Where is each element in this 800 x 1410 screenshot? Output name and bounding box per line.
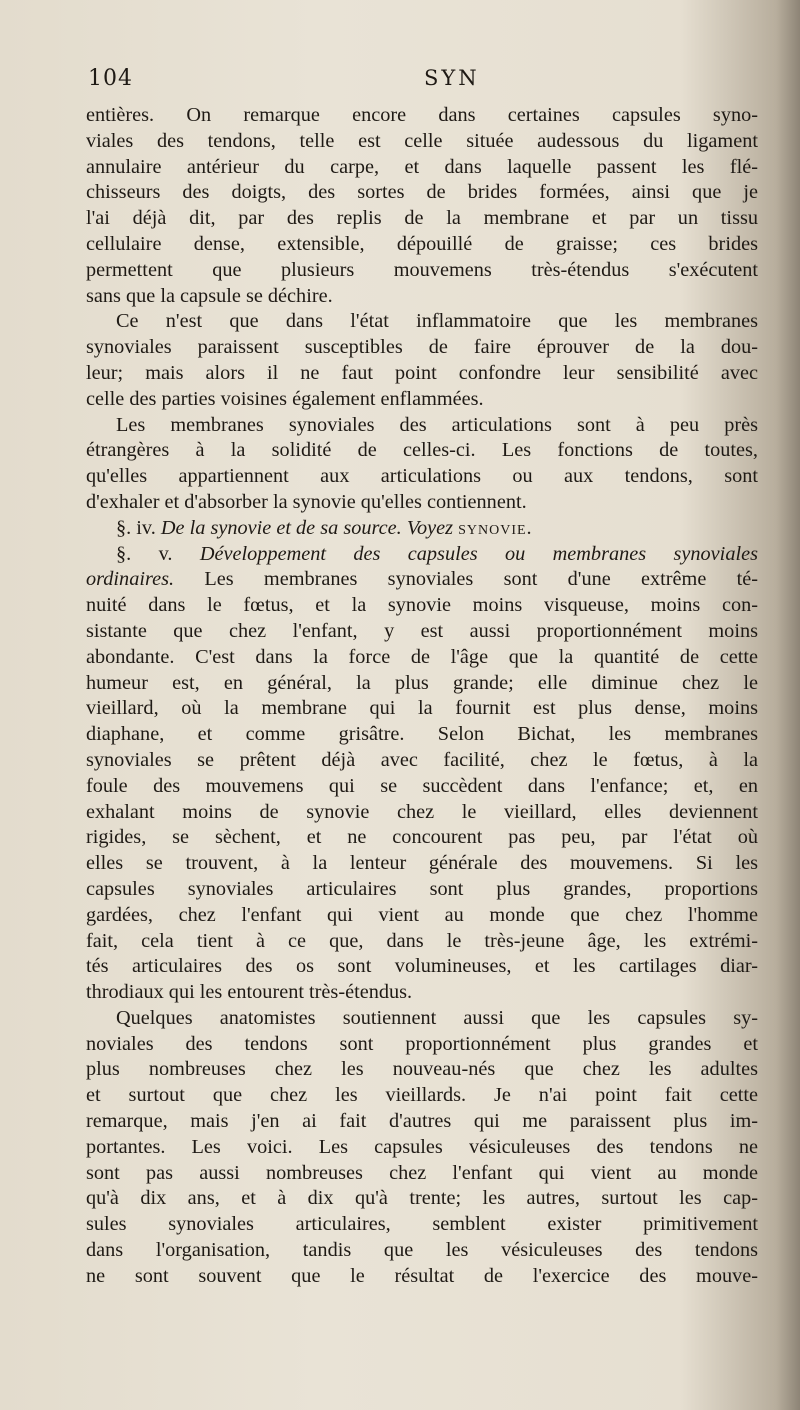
text-line <box>86 567 758 593</box>
section-v <box>86 542 758 1006</box>
text-line: nuité dans le fœtus, et la synovie moins visqueuse, moins con- <box>86 594 758 617</box>
text-line: throdiaux qui les entourent très-étendus. <box>86 981 413 1004</box>
section-mark: §. v. <box>116 542 173 565</box>
text-line: viales des tendons, telle est celle située audessous du ligament <box>86 129 758 152</box>
text-line: exhalant moins de synovie chez le vieillard, elles deviennent <box>86 800 758 823</box>
running-head: SYN <box>424 66 480 90</box>
section-heading: De la synovie et de sa source. <box>160 516 402 539</box>
text-line: celle des parties voisines également enflammées. <box>86 387 484 410</box>
paragraph-1 <box>86 103 758 309</box>
text-line: annulaire antérieur du carpe, et dans laquelle passent les flé- <box>86 155 758 178</box>
text-line: l'ai déjà dit, par des replis de la membrane et par un tissu <box>86 207 758 230</box>
text-line: Ce n'est que dans l'état inflammatoire que les membranes <box>116 310 758 333</box>
text-line: capsules synoviales articulaires sont plus grandes, proportions <box>86 877 758 900</box>
text-line: dans l'organisation, tandis que les vésiculeuses des tendons <box>86 1239 758 1262</box>
text-line: d'exhaler et d'absorber la synovie qu'elles contiennent. <box>86 490 527 513</box>
paragraph-3 <box>86 413 758 516</box>
text-line: fait, cela tient à ce que, dans le très-jeune âge, les extrémi- <box>86 929 758 952</box>
paragraph-6 <box>86 1006 758 1290</box>
text-line: tés articulaires des os sont volumineuses, et les cartilages diar- <box>86 955 758 978</box>
section-heading-continued: ordinaires. <box>86 568 175 591</box>
text-line: qu'à dix ans, et à dix qu'à trente; les autres, surtout les cap- <box>86 1187 758 1210</box>
text-line: qu'elles appartiennent aux articulations ou aux tendons, sont <box>86 465 758 488</box>
text-line: foule des mouvemens qui se succèdent dans l'enfance; et, en <box>86 774 758 797</box>
section-mark: §. iv. <box>116 516 156 539</box>
text-line: elles se trouvent, à la lenteur générale des mouvemens. Si les <box>86 852 758 875</box>
text-line: gardées, chez l'enfant qui vient au monde que chez l'homme <box>86 903 758 926</box>
text-line: plus nombreuses chez les nouveau-nés que chez les adultes <box>86 1058 758 1081</box>
text-line: permettent que plusieurs mouvemens très-étendus s'exécutent <box>86 258 758 281</box>
text-line: synoviales se prêtent déjà avec facilité, chez le fœtus, à la <box>86 748 758 771</box>
text-line: ne sont souvent que le résultat de l'exercice des mouve- <box>86 1264 758 1287</box>
body-text <box>86 103 758 1290</box>
text-line: sont pas aussi nombreuses chez l'enfant qui vient au monde <box>86 1161 758 1184</box>
text-line: entières. On remarque encore dans certaines capsules syno- <box>86 104 758 126</box>
page-number: 104 <box>88 66 133 91</box>
text-line: portantes. Les voici. Les capsules vésiculeuses des tendons ne <box>86 1135 758 1158</box>
text-line: sans que la capsule se déchire. <box>86 284 333 307</box>
text-line: Les membranes synoviales des articulations sont à peu près <box>116 413 758 436</box>
text-line: étrangères à la solidité de celles-ci. Les fonctions de toutes, <box>86 439 758 462</box>
text-line: sules synoviales articulaires, semblent exister primitivement <box>86 1213 758 1236</box>
section-iv <box>86 516 758 542</box>
text-line: synoviales paraissent susceptibles de faire éprouver de la dou- <box>86 336 758 359</box>
text-line: chisseurs des doigts, des sortes de brides formées, ainsi que je <box>86 181 758 204</box>
section-heading: Développement des capsules ou membranes synoviales <box>199 542 758 565</box>
paragraph-2 <box>86 309 758 412</box>
text-line: abondante. C'est dans la force de l'âge que la quantité de cette <box>86 645 758 668</box>
text-line: humeur est, en général, la plus grande; elle diminue chez le <box>86 671 758 694</box>
see-label: Voyez <box>406 516 454 539</box>
page-header <box>88 66 762 98</box>
section-text: Les membranes synoviales sont d'une extrême té- <box>174 568 758 591</box>
text-line: diaphane, et comme grisâtre. Selon Bichat, les membranes <box>86 723 758 746</box>
text-line: noviales des tendons sont proportionnément plus grandes et <box>86 1032 758 1055</box>
text-line: et surtout que chez les vieillards. Je n'ai point fait cette <box>86 1084 758 1107</box>
text-line: leur; mais alors il ne faut point confondre leur sensibilité avec <box>86 361 758 384</box>
see-target: synovie. <box>458 516 533 539</box>
text-line: remarque, mais j'en ai fait d'autres qui me paraissent plus im- <box>86 1110 758 1133</box>
text-line: cellulaire dense, extensible, dépouillé de graisse; ces brides <box>86 232 758 255</box>
text-line: sistante que chez l'enfant, y est aussi proportionnément moins <box>86 619 758 642</box>
text-line: vieillard, où la membrane qui la fournit est plus dense, moins <box>86 697 758 720</box>
text-line: Quelques anatomistes soutiennent aussi que les capsules sy- <box>116 1006 758 1029</box>
text-line <box>86 542 758 568</box>
text-line: rigides, se sèchent, et ne concourent pas peu, par l'état où <box>86 826 758 849</box>
